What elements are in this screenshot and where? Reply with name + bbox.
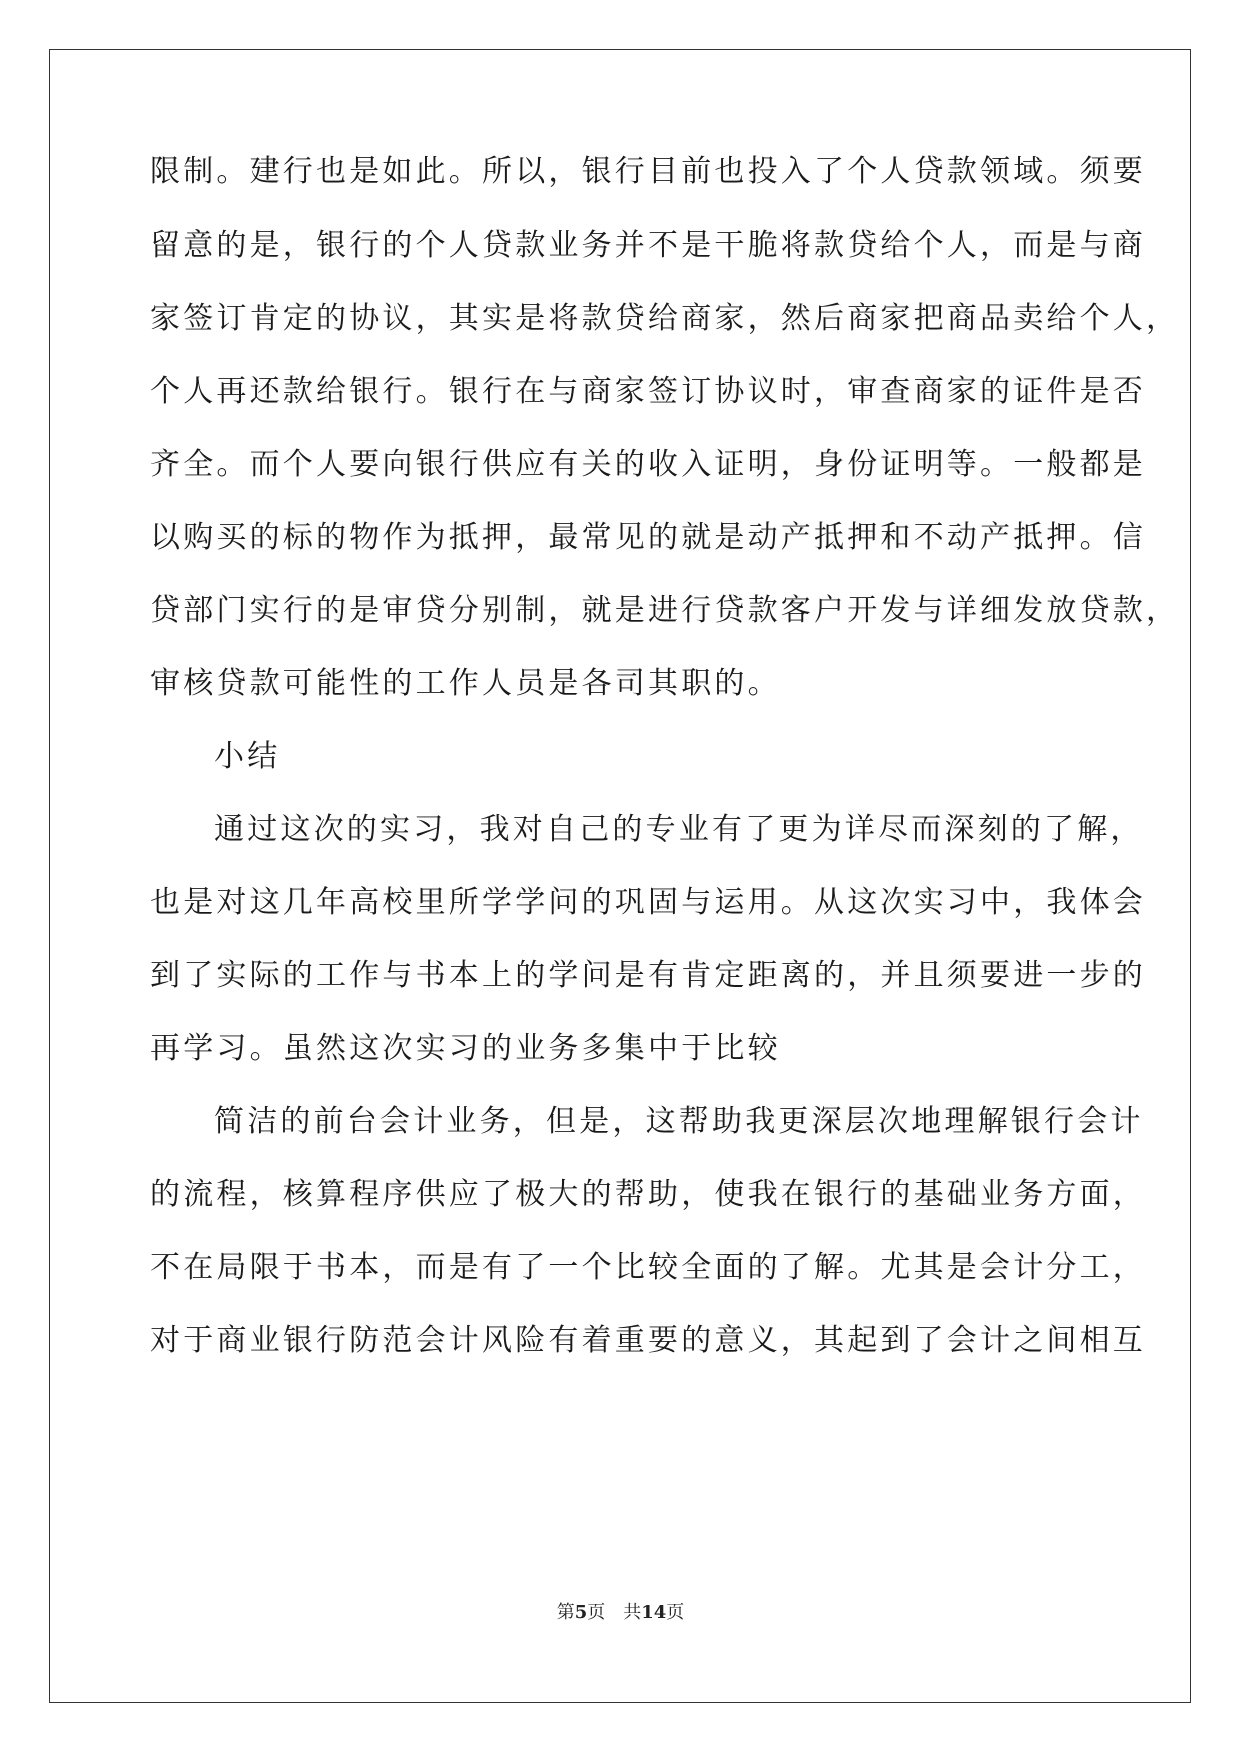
page-suffix: 页	[587, 1602, 606, 1623]
body-line: 不在局限于书本，而是有了一个比较全面的了解。尤其是会计分工，	[150, 1250, 1146, 1285]
body-line: 审核贷款可能性的工作人员是各司其职的。	[150, 666, 781, 701]
body-line: 限制。建行也是如此。所以，银行目前也投入了个人贷款领域。须要	[150, 154, 1146, 189]
total-prefix: 共	[623, 1602, 642, 1623]
body-line: 齐全。而个人要向银行供应有关的收入证明，身份证明等。一般都是	[150, 447, 1146, 482]
body-line: 贷部门实行的是审贷分别制，就是进行贷款客户开发与详细发放贷款，	[150, 593, 1180, 628]
page-number: 5	[574, 1602, 588, 1623]
page-prefix: 第	[556, 1602, 575, 1623]
section-heading: 小结	[214, 739, 281, 774]
body-line: 以购买的标的物作为抵押，最常见的就是动产抵押和不动产抵押。信	[150, 520, 1146, 555]
total-pages: 14	[641, 1602, 667, 1623]
body-line: 对于商业银行防范会计风险有着重要的意义，其起到了会计之间相互	[150, 1323, 1146, 1358]
page-footer	[0, 1601, 1241, 1625]
body-line: 再学习。虽然这次实习的业务多集中于比较	[150, 1031, 781, 1066]
total-suffix: 页	[666, 1602, 685, 1623]
body-line: 通过这次的实习，我对自己的专业有了更为详尽而深刻的了解，	[214, 812, 1144, 847]
page-border	[49, 49, 1191, 1703]
body-line: 留意的是，银行的个人贷款业务并不是干脆将款贷给个人，而是与商	[150, 228, 1146, 263]
body-line: 到了实际的工作与书本上的学问是有肯定距离的，并且须要进一步的	[150, 958, 1146, 993]
body-line: 个人再还款给银行。银行在与商家签订协议时，审查商家的证件是否	[150, 374, 1146, 409]
body-line: 简洁的前台会计业务，但是，这帮助我更深层次地理解银行会计	[214, 1104, 1144, 1139]
body-line: 家签订肯定的协议，其实是将款贷给商家，然后商家把商品卖给个人，	[150, 301, 1180, 336]
body-line: 的流程，核算程序供应了极大的帮助，使我在银行的基础业务方面，	[150, 1177, 1146, 1212]
body-line: 也是对这几年高校里所学学问的巩固与运用。从这次实习中，我体会	[150, 885, 1146, 920]
